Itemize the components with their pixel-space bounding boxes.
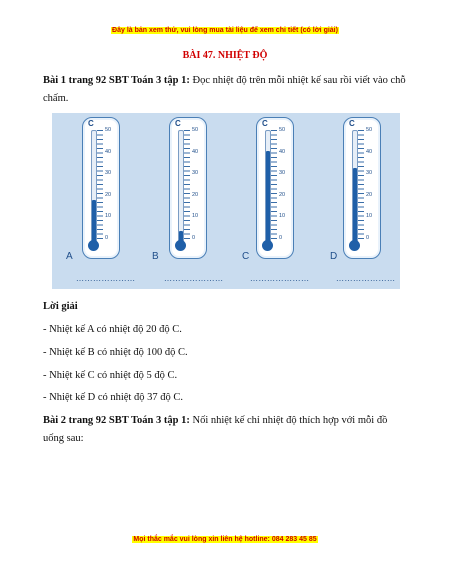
solution-line-d: - Nhiệt kế D có nhiệt độ 37 độ C. — [43, 392, 183, 403]
thermometer-a — [82, 117, 120, 259]
tick-label: 30 — [192, 170, 199, 176]
thermometer-letter-b: B — [152, 251, 159, 262]
answer-blank: ………………… — [250, 274, 310, 283]
celsius-unit-label: C — [349, 119, 355, 128]
tick-label: 40 — [105, 148, 112, 155]
tick-label: 30 — [279, 170, 286, 176]
scale-ticks — [271, 130, 277, 242]
tick-label: 10 — [366, 213, 373, 220]
thermometer-b — [169, 117, 207, 259]
thermometer-letter-a: A — [66, 251, 73, 262]
tick-label: 40 — [279, 148, 286, 155]
tick-label: 20 — [366, 191, 373, 198]
tick-label: 40 — [192, 148, 199, 155]
exercise-2-text: Nối nhiệt kế chỉ nhiệt độ thích hợp với mỗi đồ uống sau: — [43, 415, 388, 444]
tick-label: 30 — [105, 170, 112, 176]
tick-label: 20 — [279, 191, 286, 198]
tick-label: 0 — [105, 234, 109, 241]
exercise-1-prompt — [43, 72, 408, 108]
thermometer-letter-c: C — [242, 251, 250, 262]
tick-label: 50 — [105, 127, 112, 133]
mercury-bulb — [262, 240, 273, 251]
mercury-bulb — [349, 240, 360, 251]
thermometer-d — [343, 117, 381, 259]
exercise-1-text: Đọc nhiệt độ trên mỗi nhiệt kế sau rồi viết vào chỗ chấm. — [43, 75, 406, 104]
mercury-bulb — [175, 240, 186, 251]
solution-line-c: - Nhiệt kế C có nhiệt độ 5 độ C. — [43, 370, 178, 381]
hotline-banner: Mọi thắc mắc vui lòng xin liên hệ hotline: 084 283 45 85 — [133, 536, 317, 543]
solution-line-b: - Nhiệt kế B có nhiệt độ 100 độ C. — [43, 347, 188, 358]
celsius-unit-label: C — [262, 119, 268, 128]
celsius-unit-label: C — [88, 119, 94, 128]
mercury-column — [266, 151, 270, 242]
scale-ticks — [97, 130, 103, 242]
solution-heading: Lời giải — [43, 301, 78, 312]
tick-label: 10 — [105, 213, 112, 220]
tick-label: 0 — [192, 234, 196, 241]
thermometer-c — [256, 117, 294, 259]
answer-blank: ………………… — [76, 274, 136, 283]
scale-ticks — [184, 130, 190, 242]
thermometer-letter-d: D — [330, 251, 338, 262]
tick-label: 0 — [366, 234, 370, 241]
tick-label: 50 — [279, 127, 286, 133]
tick-label: 20 — [192, 191, 199, 198]
tick-label: 50 — [192, 127, 199, 133]
page-title: BÀI 47. NHIỆT ĐỘ — [182, 50, 268, 61]
thermometer-figure — [52, 113, 400, 289]
solution-line-a: - Nhiệt kế A có nhiệt độ 20 độ C. — [43, 324, 182, 335]
exercise-2-prompt — [43, 412, 408, 448]
exercise-2-label: Bài 2 trang 92 SBT Toán 3 tập 1: — [43, 415, 190, 426]
tick-label: 10 — [192, 213, 199, 220]
mercury-bulb — [88, 240, 99, 251]
celsius-unit-label: C — [175, 119, 181, 128]
tick-label: 10 — [279, 213, 286, 220]
tick-label: 50 — [366, 127, 373, 133]
scale-ticks — [358, 130, 364, 242]
tick-label: 30 — [366, 170, 373, 176]
mercury-column — [92, 200, 96, 242]
answer-blank: ………………… — [336, 274, 396, 283]
tick-label: 40 — [366, 148, 373, 155]
exercise-1-label: Bài 1 trang 92 SBT Toán 3 tập 1: — [43, 75, 190, 86]
tick-label: 0 — [279, 234, 283, 241]
tick-label: 20 — [105, 191, 112, 198]
preview-notice-banner: Đây là bản xem thử, vui lòng mua tài liệu để xem chi tiết (có lời giải) — [112, 27, 338, 34]
answer-blank: ………………… — [164, 274, 224, 283]
mercury-column — [353, 168, 357, 242]
